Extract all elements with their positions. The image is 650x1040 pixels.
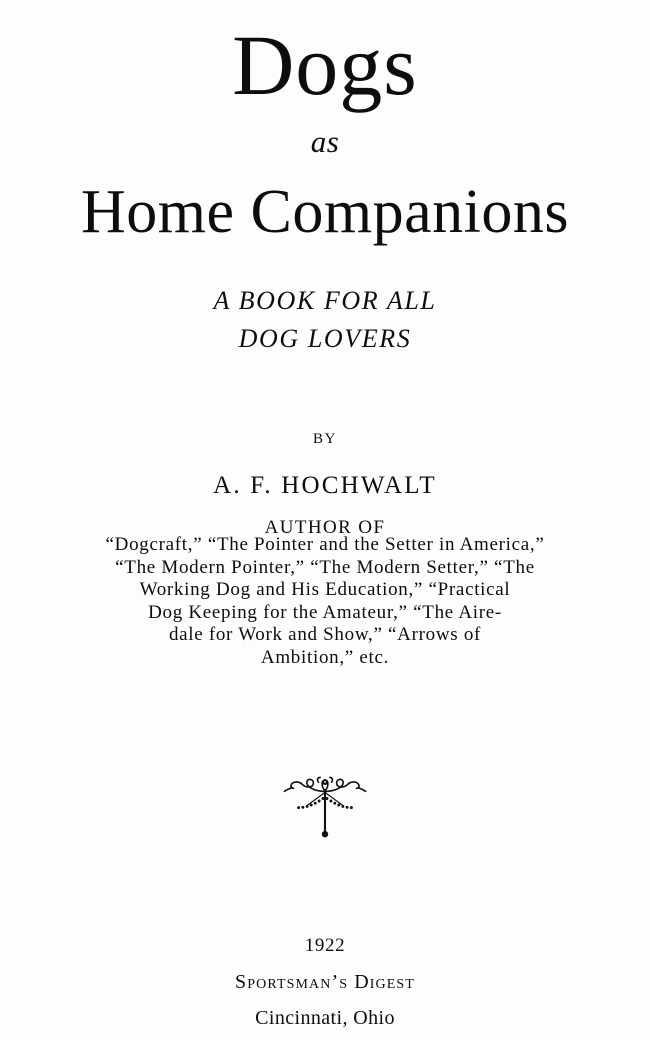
imprint-block bbox=[0, 936, 650, 1028]
book-title-main: Dogs bbox=[232, 17, 418, 113]
ornament-container bbox=[0, 770, 650, 840]
by-label: BY bbox=[312, 431, 338, 447]
works-line: Working Dog and His Education,” “Practical bbox=[139, 579, 511, 600]
publisher-name: Sportsman’s Digest bbox=[235, 971, 415, 993]
works-line: “The Modern Pointer,” “The Modern Setter,” “The bbox=[115, 556, 535, 578]
works-line: “Dogcraft,” “The Pointer and the Setter in America,” bbox=[105, 534, 545, 555]
publisher-city: Cincinnati, Ohio bbox=[255, 1007, 395, 1029]
title-block bbox=[0, 17, 650, 246]
works-line: Dog Keeping for the Amateur,” “The Aire- bbox=[148, 601, 502, 623]
book-title-sub: Home Companions bbox=[81, 178, 569, 246]
author-of-label: AUTHOR OF bbox=[264, 517, 386, 538]
publication-year: 1922 bbox=[304, 935, 346, 956]
printers-ornament-icon bbox=[277, 770, 373, 840]
author-name: A. F. HOCHWALT bbox=[213, 472, 437, 499]
works-line: Ambition,” etc. bbox=[260, 646, 390, 668]
subtitle-block bbox=[0, 282, 650, 357]
works-line: dale for Work and Show,” “Arrows of bbox=[168, 624, 482, 645]
book-title-conjunction: as bbox=[310, 124, 340, 159]
author-block bbox=[0, 432, 650, 537]
subtitle-line: DOG LOVERS bbox=[238, 323, 412, 353]
subtitle-line: A BOOK FOR ALL bbox=[213, 286, 437, 315]
author-works-list bbox=[0, 534, 650, 669]
